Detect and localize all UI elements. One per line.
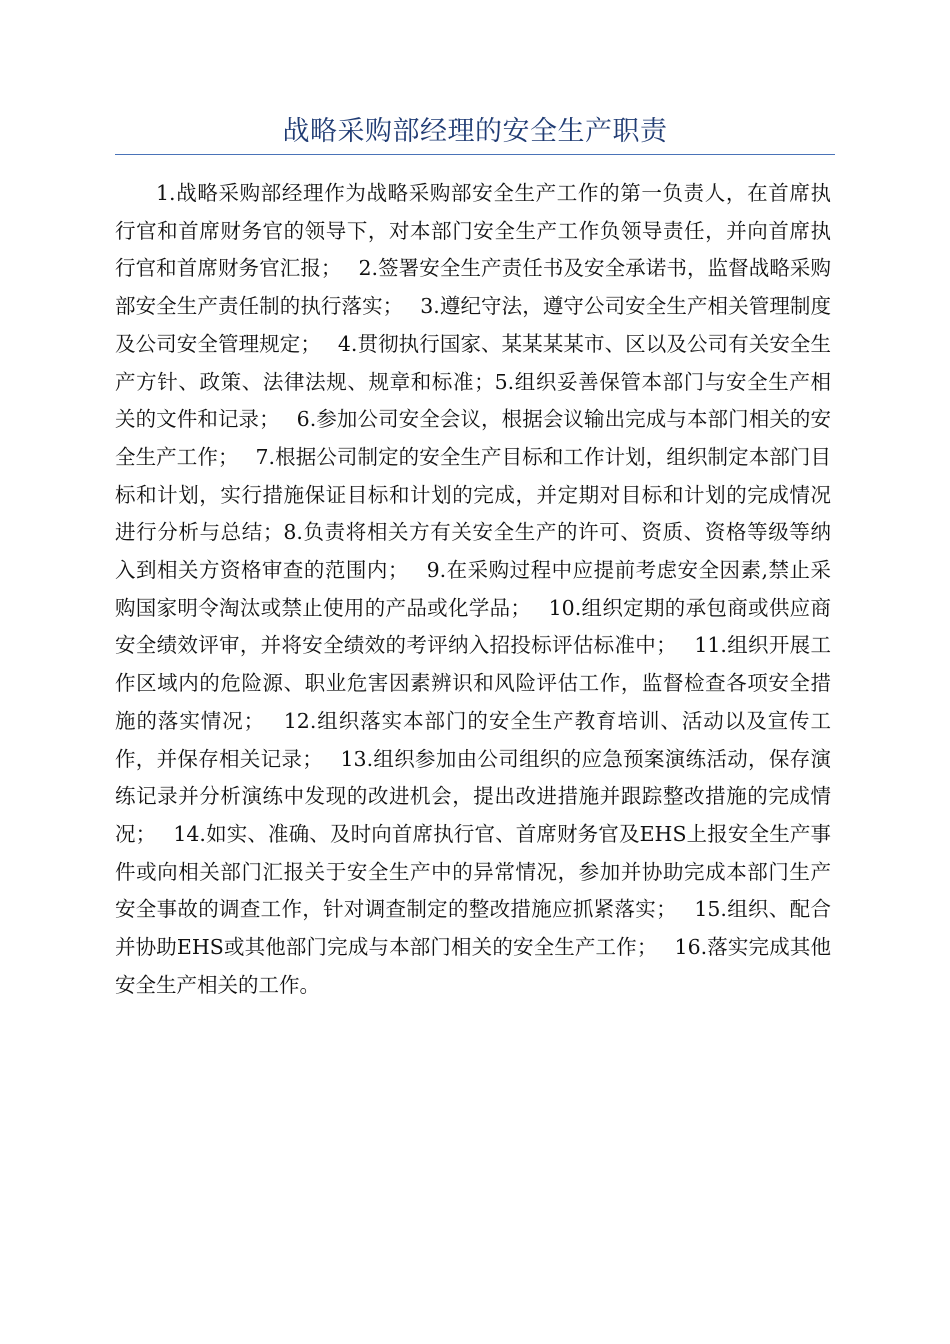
- title-underline: [115, 154, 835, 155]
- body-paragraph: 1.战略采购部经理作为战略采购部安全生产工作的第一负责人，在首席执行官和首席财务官的领导下，对本部门安全生产工作负领导责任，并向首席执行官和首席财务官汇报； 2.签署安全生产责任书及安全承诺书，监督战略采购部安全生产责任制的执行落实； 3.遵纪守法，遵守公司安全生产相关管理制度及公司安全管理规定； 4.贯彻执行国家、某某某某市、区以及公司有关安全生产方针、政策、法律法规、规章和标准；5.组织妥善保管本部门与安全生产相关的文件和记录； 6.参加公司安全会议，根据会议输出完成与本部门相关的安全生产工作； 7.根据公司制定的安全生产目标和工作计划，组织制定本部门目标和计划，实行措施保证目标和计划的完成，并定期对目标和计划的完成情况进行分析与总结；8.负责将相关方有关安全生产的许可、资质、资格等级等纳入到相关方资格审查的范围内； 9.在采购过程中应提前考虑安全因素,禁止采购国家明令淘汰或禁止使用的产品或化学品； 10.组织定期的承包商或供应商安全绩效评审，并将安全绩效的考评纳入招投标评估标准中； 11.组织开展工作区域内的危险源、职业危害因素辨识和风险评估工作，监督检查各项安全措施的落实情况； 12.组织落实本部门的安全生产教育培训、活动以及宣传工作，并保存相关记录； 13.组织参加由公司组织的应急预案演练活动，保存演练记录并分析演练中发现的改进机会，提出改进措施并跟踪整改措施的完成情况； 14.如实、准确、及时向首席执行官、首席财务官及EHS上报安全生产事件或向相关部门汇报关于安全生产中的异常情况，参加并协助完成本部门生产安全事故的调查工作，针对调查制定的整改措施应抓紧落实； 15.组织、配合并协助EHS或其他部门完成与本部门相关的安全生产工作； 16.落实完成其他安全生产相关的工作。: [115, 181, 831, 997]
- page-title: 战略采购部经理的安全生产职责: [282, 116, 668, 147]
